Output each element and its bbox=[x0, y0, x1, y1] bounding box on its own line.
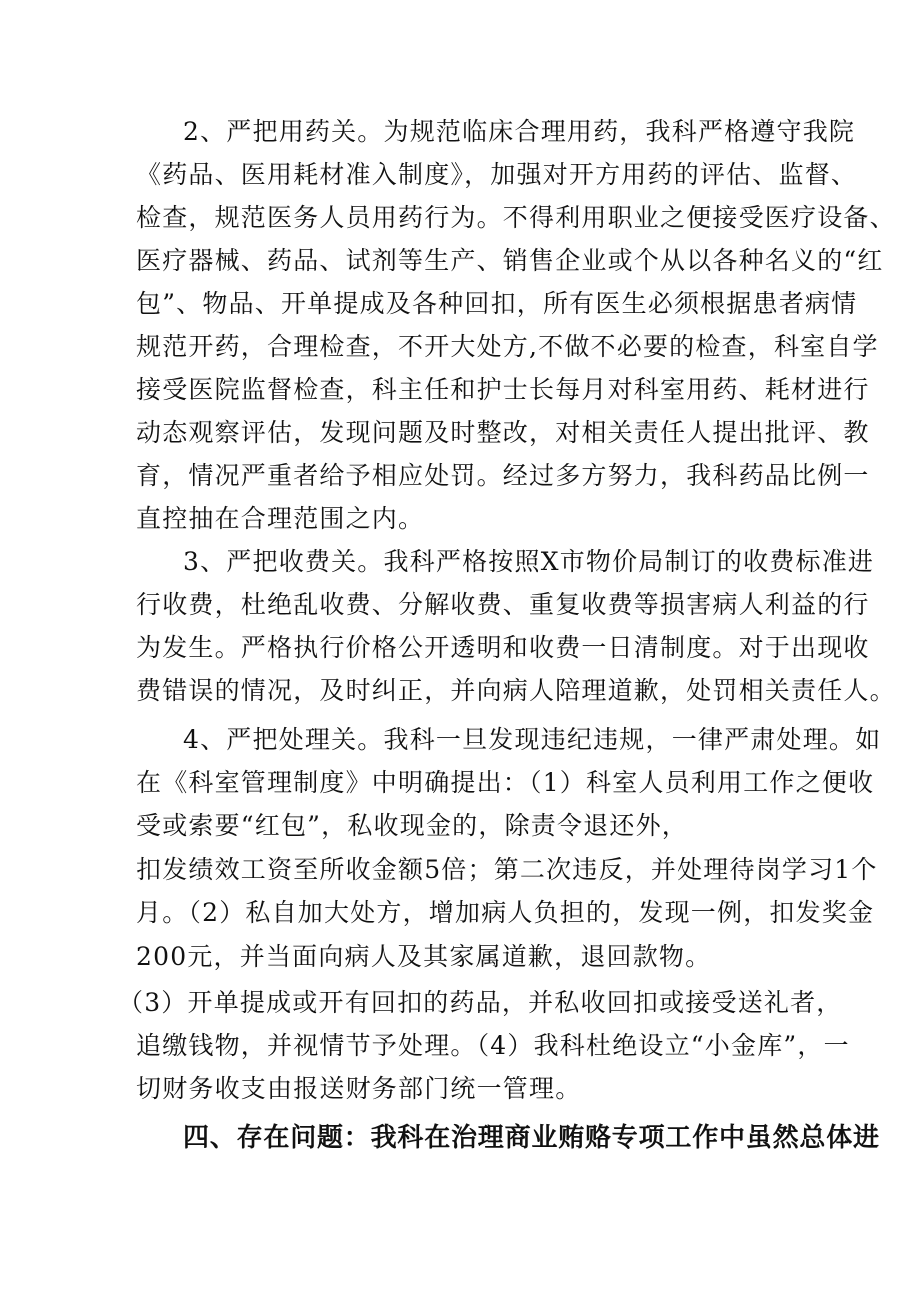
text-line: 育，情况严重者给予相应处罚。经过多方努力，我科药品比例一 bbox=[136, 461, 870, 490]
text-line: 2、严把用药关。为规范临床合理用药，我科严格遵守我院 bbox=[183, 117, 856, 146]
text-line: 追缴钱物，并视情节予处理。（4）我科杜绝设立“小金库”，一 bbox=[136, 1031, 850, 1060]
text-line: 受或索要“红包”，私收现金的，除责令退还外， bbox=[136, 811, 688, 840]
text-line: 医疗器械、药品、试剂等生产、销售企业或个从以各种名义的“红 bbox=[136, 246, 884, 275]
text-line: 规范开药，合理检查，不开大处方,不做不必要的检查，科室自学 bbox=[136, 332, 879, 361]
text-line: 包”、物品、开单提成及各种回扣，所有医生必须根据患者病情 bbox=[136, 289, 858, 318]
text-line: 检查，规范医务人员用药行为。不得利用职业之便接受医疗设备、 bbox=[136, 203, 896, 232]
text-line: 200元，并当面向病人及其家属道歉，退回款物。 bbox=[136, 942, 712, 971]
text-line: 为发生。严格执行价格公开透明和收费一日清制度。对于出现收 bbox=[136, 633, 870, 662]
text-line: 行收费，杜绝乱收费、分解收费、重复收费等损害病人利益的行 bbox=[136, 590, 870, 619]
text-line: 3、严把收费关。我科严格按照X市物价局制订的收费标准进 bbox=[183, 547, 875, 576]
text-line: 扣发绩效工资至所收金额5倍；第二次违反，并处理待岗学习1个 bbox=[136, 855, 878, 884]
section-heading: 四、存在问题：我科在治理商业贿赂专项工作中虽然总体进 bbox=[183, 1123, 880, 1153]
text-line: 月。（2）私自加大处方，增加病人负担的，发现一例，扣发奖金 bbox=[136, 898, 875, 927]
text-line: 费错误的情况，及时纠正，并向病人陪理道歉，处罚相关责任人。 bbox=[136, 676, 896, 705]
text-line: 切财务收支由报送财务部门统一管理。 bbox=[136, 1074, 582, 1103]
text-line: （3）开单提成或开有回扣的药品，并私收回扣或接受送礼者， bbox=[118, 988, 843, 1017]
text-line: 《药品、医用耗材准入制度》，加强对开方用药的评估、监督、 bbox=[136, 160, 858, 189]
text-line: 直控抽在合理范围之内。 bbox=[136, 504, 425, 533]
text-line: 动态观察评估，发现问题及时整改，对相关责任人提出批评、教 bbox=[136, 418, 870, 447]
text-line: 4、严把处理关。我科一旦发现违纪违规，一律严肃处理。如 bbox=[183, 725, 882, 754]
text-line: 在《科室管理制度》中明确提出：（1）科室人员利用工作之便收 bbox=[136, 768, 875, 797]
text-line: 接受医院监督检查，科主任和护士长每月对科室用药、耗材进行 bbox=[136, 375, 870, 404]
